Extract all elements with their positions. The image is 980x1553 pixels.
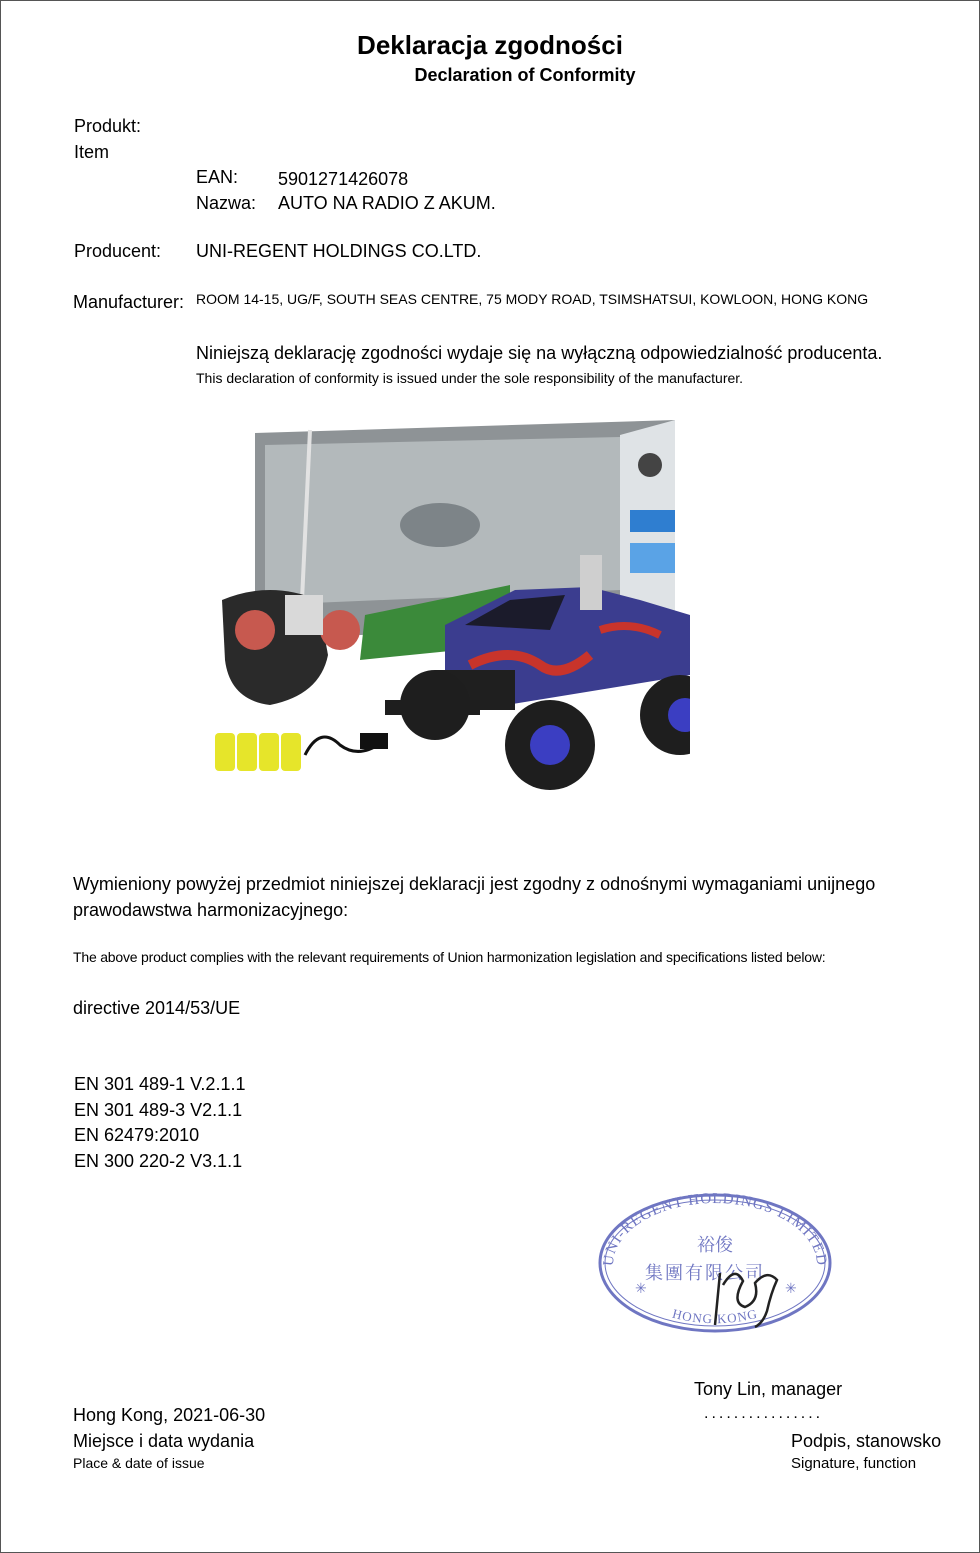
ean-label: EAN: <box>196 167 239 187</box>
batteries-icon <box>215 733 301 771</box>
stamp-star-left-icon: ✳ <box>635 1282 647 1297</box>
directive: directive 2014/53/UE <box>73 998 241 1018</box>
place-label-en: Place & date of issue <box>73 1455 205 1471</box>
product-label-pl: Produkt: <box>74 116 142 136</box>
compliance-en: The above product complies with the relevant requirements of Union harmonization legislation and specifications listed below: <box>73 949 826 965</box>
page-subtitle: Declaration of Conformity <box>414 65 636 85</box>
remote-label-plate <box>285 595 323 635</box>
standard-item: EN 301 489-3 V2.1.1 <box>74 1100 243 1120</box>
box-feature-badge <box>630 543 675 573</box>
page-title: Deklaracja zgodności <box>357 30 623 60</box>
manufacturer-label: Manufacturer: <box>73 292 185 312</box>
signature-label-pl: Podpis, stanowsko <box>791 1431 942 1451</box>
remote-left-dial <box>235 610 275 650</box>
producer-label: Producent: <box>74 241 162 261</box>
charger-plug-icon <box>360 733 388 749</box>
stamp-chinese-line2: 集團有限公司 <box>645 1263 765 1283</box>
stamp-star-right-icon: ✳ <box>785 1282 797 1297</box>
compliance-pl-line1: Wymieniony powyżej przedmiot niniejszej deklaracji jest zgodny z odnośnymi wymaganiami unijnego <box>73 874 876 894</box>
name-label: Nazwa: <box>196 193 257 213</box>
remote-right-dial <box>320 610 360 650</box>
signer-name: Tony Lin, manager <box>694 1379 843 1399</box>
product-photo <box>210 415 690 805</box>
place-date: Hong Kong, 2021-06-30 <box>73 1405 266 1425</box>
compliance-pl-line2: prawodawstwa harmonizacyjnego: <box>73 900 349 920</box>
stamp-ring-text: UNI-REGENT HOLDINGS LIMITED <box>600 1190 830 1267</box>
standard-item: EN 301 489-1 V.2.1.1 <box>74 1074 246 1094</box>
signature-label-en: Signature, function <box>791 1455 917 1472</box>
box-splash <box>400 503 480 547</box>
svg-text:UNI-REGENT HOLDINGS LIMITED <box>601 1191 830 1267</box>
box-logo-icon <box>638 453 662 477</box>
name-value: AUTO NA RADIO Z AKUM. <box>278 193 496 213</box>
ean-value: 5901271426078 <box>278 169 409 189</box>
stamp-chinese-line1: 裕俊 <box>697 1235 733 1255</box>
standard-item: EN 62479:2010 <box>74 1125 200 1145</box>
place-label-pl: Miejsce i data wydania <box>73 1431 255 1451</box>
signature-dots: ................ <box>704 1405 824 1422</box>
product-label-en: Item <box>74 142 110 162</box>
manufacturer-address: ROOM 14-15, UG/F, SOUTH SEAS CENTRE, 75 MODY ROAD, TSIMSHATSUI, KOWLOON, HONG KONG <box>196 291 869 307</box>
company-stamp <box>595 1185 835 1335</box>
standard-item: EN 300 220-2 V3.1.1 <box>74 1151 243 1171</box>
producer-name: UNI-REGENT HOLDINGS CO.LTD. <box>196 241 482 261</box>
box-function-badge <box>630 510 675 532</box>
responsibility-en: This declaration of conformity is issued under the sole responsibility of the manufacturer. <box>196 370 744 386</box>
stamp-bottom-text: HONG KONG <box>670 1305 760 1327</box>
responsibility-pl: Niniejszą deklarację zgodności wydaje się na wyłączną odpowiedzialność producenta. <box>196 343 883 363</box>
